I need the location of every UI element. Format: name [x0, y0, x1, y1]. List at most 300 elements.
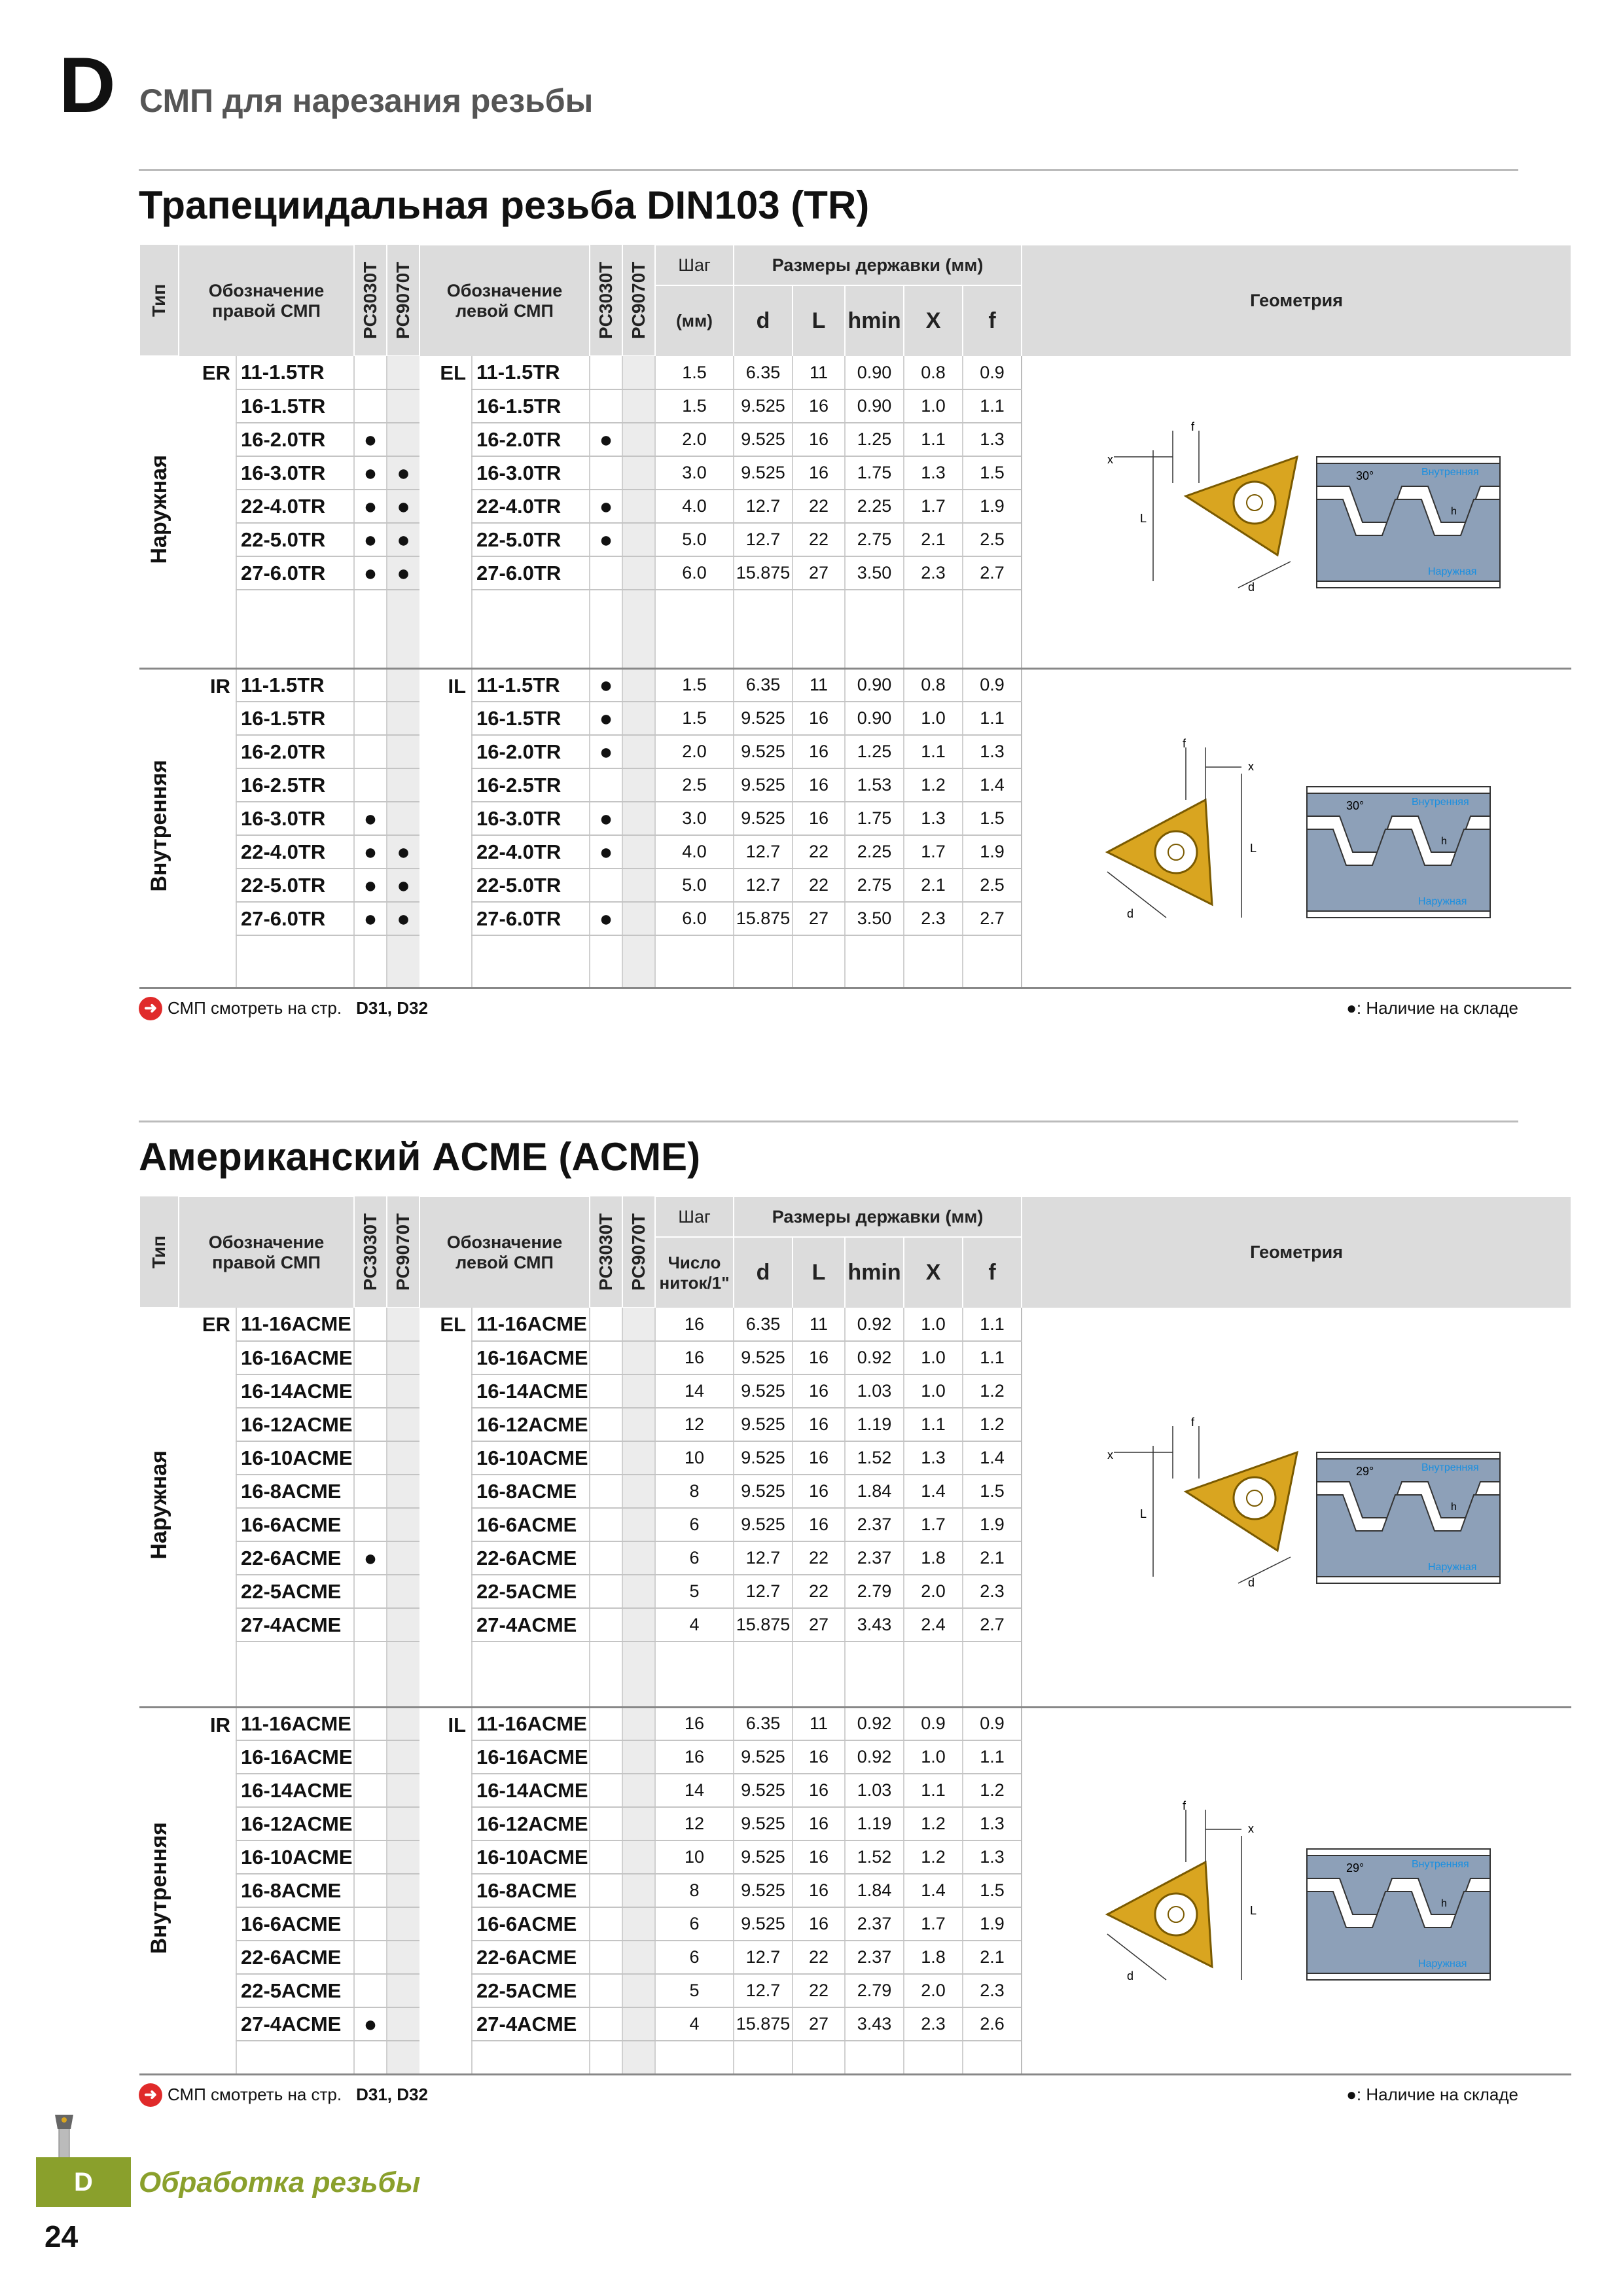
left-insert-code: 27-4ACME [472, 1608, 590, 1641]
stock-pc3030t-left [590, 1941, 622, 1974]
dim-label-L: L [1249, 841, 1257, 855]
dim-l-value: 16 [793, 423, 845, 456]
left-insert-code: 16-14ACME [472, 1774, 590, 1807]
dim-d-value: 15.875 [734, 902, 793, 935]
table-row [139, 1707, 1571, 1740]
col-geometry: Геометрия [1022, 245, 1571, 356]
dim-hmin-value: 2.37 [845, 1508, 904, 1541]
stock-pc9070t: ● [387, 456, 419, 490]
dim-d-value: 15.875 [734, 1608, 793, 1641]
left-prefix: IL [419, 1707, 472, 2074]
dim-f-value: 0.9 [963, 1707, 1022, 1740]
dim-d-value: 12.7 [734, 490, 793, 523]
dim-x-value: 1.0 [904, 702, 963, 735]
stock-pc9070t [387, 1774, 419, 1807]
stock-pc9070t [387, 1840, 419, 1874]
step-value: 6.0 [655, 902, 734, 935]
dim-f-value: 1.3 [963, 735, 1022, 768]
dim-hmin-value: 1.53 [845, 768, 904, 802]
dim-x-value: 2.1 [904, 869, 963, 902]
dim-f-value: 2.7 [963, 556, 1022, 590]
dim-l-value: 16 [793, 802, 845, 835]
dim-hmin-value: 3.50 [845, 902, 904, 935]
dim-f-value: 2.3 [963, 1974, 1022, 2007]
stock-pc3030t-left [590, 1840, 622, 1874]
dim-l-value: 22 [793, 1941, 845, 1974]
thread-profile-diagram [1307, 1849, 1490, 1980]
stock-pc9070t-left [622, 490, 655, 523]
stock-pc9070t [387, 1541, 419, 1575]
thread-profile-diagram [1317, 1452, 1500, 1583]
dim-d-value: 9.525 [734, 1341, 793, 1374]
dim-label-f: f [1182, 1799, 1186, 1812]
stock-pc9070t [387, 1408, 419, 1441]
chapter-letter: D [59, 41, 116, 129]
dim-l-value: 27 [793, 2007, 845, 2041]
dim-l-value: 16 [793, 702, 845, 735]
stock-pc3030t [354, 1707, 387, 1740]
step-value: 5 [655, 1974, 734, 2007]
right-insert-code: 27-6.0TR [236, 902, 354, 935]
dim-hmin-value: 0.90 [845, 702, 904, 735]
dim-d-value: 9.525 [734, 735, 793, 768]
dim-d-value: 6.35 [734, 668, 793, 702]
stock-pc9070t-left [622, 1874, 655, 1907]
dim-label-L: L [1249, 1904, 1257, 1917]
col-geometry: Геометрия [1022, 1196, 1571, 1308]
section-rule [139, 169, 1518, 171]
dim-x-value: 1.4 [904, 1475, 963, 1508]
step-value: 2.0 [655, 423, 734, 456]
col-dim-hmin: hmin [845, 285, 904, 356]
right-insert-code: 22-5.0TR [236, 523, 354, 556]
step-value: 16 [655, 1341, 734, 1374]
dim-f-value: 1.1 [963, 1740, 1022, 1774]
inner-thread-label: Внутренняя [1411, 796, 1469, 808]
right-insert-code: 27-4ACME [236, 1608, 354, 1641]
dim-d-value: 12.7 [734, 1974, 793, 2007]
left-insert-code: 16-3.0TR [472, 456, 590, 490]
stock-pc3030t [354, 1575, 387, 1608]
dim-f-value: 0.9 [963, 668, 1022, 702]
step-value: 8 [655, 1475, 734, 1508]
dim-label-f: f [1190, 420, 1194, 434]
dim-label-d: d [1247, 1575, 1255, 1589]
stock-pc3030t-left [590, 1974, 622, 2007]
insert-drawing [1114, 431, 1297, 588]
arrow-right-icon: ➜ [139, 997, 162, 1020]
stock-pc3030t: ● [354, 556, 387, 590]
stock-pc3030t-left: ● [590, 490, 622, 523]
stock-pc9070t-left [622, 1707, 655, 1740]
step-value: 4 [655, 2007, 734, 2041]
step-value: 12 [655, 1807, 734, 1840]
step-value: 6 [655, 1907, 734, 1941]
right-insert-code: 16-14ACME [236, 1774, 354, 1807]
thread-profile-diagram [1307, 787, 1490, 918]
stock-pc3030t [354, 1374, 387, 1408]
inner-thread-label: Внутренняя [1421, 1462, 1479, 1473]
dim-l-value: 16 [793, 1807, 845, 1840]
right-insert-code: 16-16ACME [236, 1341, 354, 1374]
dim-x-value: 2.3 [904, 902, 963, 935]
right-insert-code: 16-12ACME [236, 1408, 354, 1441]
left-insert-code: 16-8ACME [472, 1874, 590, 1907]
dim-l-value: 22 [793, 835, 845, 869]
step-value: 14 [655, 1774, 734, 1807]
arrow-right-icon: ➜ [139, 2083, 162, 2107]
stock-pc3030t: ● [354, 902, 387, 935]
stock-pc3030t: ● [354, 490, 387, 523]
right-insert-code: 22-6ACME [236, 1941, 354, 1974]
dim-x-value: 1.1 [904, 1408, 963, 1441]
dim-l-value: 16 [793, 768, 845, 802]
left-insert-code: 22-6ACME [472, 1941, 590, 1974]
left-insert-code: 22-5.0TR [472, 523, 590, 556]
stock-pc3030t [354, 1441, 387, 1475]
stock-pc3030t [354, 768, 387, 802]
stock-pc9070t [387, 1941, 419, 1974]
stock-pc9070t-left [622, 1341, 655, 1374]
dim-l-value: 11 [793, 1707, 845, 1740]
left-insert-code: 16-2.5TR [472, 768, 590, 802]
stock-pc3030t [354, 1974, 387, 2007]
geometry-diagram [1022, 356, 1571, 668]
stock-pc3030t-left: ● [590, 835, 622, 869]
page-number: 24 [45, 2219, 79, 2253]
stock-pc3030t-left: ● [590, 902, 622, 935]
right-insert-code: 16-3.0TR [236, 456, 354, 490]
stock-pc3030t [354, 1774, 387, 1807]
step-value: 8 [655, 1874, 734, 1907]
dim-d-value: 9.525 [734, 1374, 793, 1408]
stock-pc3030t [354, 1941, 387, 1974]
stock-pc9070t-left [622, 702, 655, 735]
stock-pc3030t: ● [354, 802, 387, 835]
dim-l-value: 16 [793, 1475, 845, 1508]
dim-d-value: 9.525 [734, 1408, 793, 1441]
step-value: 2.5 [655, 768, 734, 802]
dim-label-L: L [1139, 512, 1147, 526]
stock-pc3030t-left [590, 1807, 622, 1840]
stock-pc9070t-left [622, 2007, 655, 2041]
stock-pc9070t-left [622, 1374, 655, 1408]
stock-pc9070t [387, 802, 419, 835]
flank-angle-label: 29° [1355, 1464, 1374, 1478]
dim-f-value: 2.5 [963, 523, 1022, 556]
col-grade-pc3030t: PC3030T [354, 245, 387, 356]
dim-hmin-value: 3.43 [845, 2007, 904, 2041]
dim-f-value: 1.1 [963, 702, 1022, 735]
left-insert-code: 16-3.0TR [472, 802, 590, 835]
dim-l-value: 22 [793, 1541, 845, 1575]
dim-d-value: 9.525 [734, 1874, 793, 1907]
stock-pc9070t-left [622, 1907, 655, 1941]
left-insert-code: 16-14ACME [472, 1374, 590, 1408]
col-grade-pc3030t-left: PC3030T [590, 1196, 622, 1308]
left-insert-code: 16-12ACME [472, 1807, 590, 1840]
dim-x-value: 1.8 [904, 1541, 963, 1575]
dim-hmin-value: 1.52 [845, 1441, 904, 1475]
dim-l-value: 22 [793, 490, 845, 523]
col-dim-f: f [963, 1237, 1022, 1308]
dim-x-value: 1.3 [904, 802, 963, 835]
right-insert-code: 16-2.0TR [236, 735, 354, 768]
stock-pc9070t [387, 1807, 419, 1840]
thread-profile-diagram [1317, 457, 1500, 588]
stock-pc3030t-left [590, 1374, 622, 1408]
dim-l-value: 16 [793, 1441, 845, 1475]
left-insert-code: 27-4ACME [472, 2007, 590, 2041]
dim-d-value: 12.7 [734, 1575, 793, 1608]
stock-pc3030t [354, 1740, 387, 1774]
dim-x-value: 2.3 [904, 2007, 963, 2041]
dim-hmin-value: 3.43 [845, 1608, 904, 1641]
left-insert-code: 16-2.0TR [472, 735, 590, 768]
dim-hmin-value: 1.25 [845, 423, 904, 456]
dim-x-value: 1.8 [904, 1941, 963, 1974]
stock-pc3030t [354, 668, 387, 702]
step-value: 6 [655, 1941, 734, 1974]
stock-pc9070t-left [622, 1408, 655, 1441]
type-cell: Внутренняя [139, 668, 179, 988]
see-pages-link[interactable]: D31, D32 [356, 998, 428, 1018]
col-type: Тип [139, 245, 179, 356]
stock-pc9070t [387, 1508, 419, 1541]
right-insert-code: 27-6.0TR [236, 556, 354, 590]
dim-label-x: x [1247, 1822, 1254, 1835]
table-row [139, 668, 1571, 702]
right-insert-code: 16-6ACME [236, 1508, 354, 1541]
stock-pc9070t [387, 389, 419, 423]
dim-f-value: 1.3 [963, 423, 1022, 456]
stock-pc3030t: ● [354, 835, 387, 869]
dim-f-value: 1.2 [963, 1374, 1022, 1408]
left-insert-code: 16-16ACME [472, 1740, 590, 1774]
stock-pc3030t: ● [354, 1541, 387, 1575]
stock-pc3030t [354, 735, 387, 768]
dim-f-value: 1.4 [963, 1441, 1022, 1475]
left-insert-code: 22-4.0TR [472, 490, 590, 523]
dim-hmin-value: 0.92 [845, 1341, 904, 1374]
step-value: 4.0 [655, 490, 734, 523]
left-insert-code: 16-10ACME [472, 1840, 590, 1874]
stock-pc3030t-left [590, 768, 622, 802]
see-pages-text: СМП смотреть на стр. [168, 998, 342, 1018]
stock-pc3030t-left [590, 1441, 622, 1475]
dim-d-value: 9.525 [734, 423, 793, 456]
stock-pc3030t-left [590, 1341, 622, 1374]
insert-drawing [1107, 1810, 1241, 1980]
right-prefix: IR [179, 1707, 236, 2074]
dim-hmin-value: 2.37 [845, 1541, 904, 1575]
dim-label-d: d [1126, 906, 1133, 920]
stock-pc9070t [387, 1907, 419, 1941]
stock-pc9070t [387, 1874, 419, 1907]
dim-x-value: 1.0 [904, 389, 963, 423]
dim-d-value: 9.525 [734, 1807, 793, 1840]
stock-pc3030t [354, 1874, 387, 1907]
right-insert-code: 16-2.5TR [236, 768, 354, 802]
left-insert-code: 22-5.0TR [472, 869, 590, 902]
dim-l-value: 16 [793, 1508, 845, 1541]
dim-l-value: 16 [793, 1840, 845, 1874]
dim-d-value: 15.875 [734, 2007, 793, 2041]
stock-pc9070t [387, 1575, 419, 1608]
dim-label-f: f [1190, 1415, 1194, 1429]
insert-table [139, 244, 1572, 989]
dim-f-value: 2.5 [963, 869, 1022, 902]
step-value: 2.0 [655, 735, 734, 768]
right-insert-code: 11-1.5TR [236, 356, 354, 389]
right-insert-code: 16-14ACME [236, 1374, 354, 1408]
step-value: 6 [655, 1541, 734, 1575]
chapter-title: СМП для нарезания резьбы [139, 82, 594, 119]
stock-pc3030t-left [590, 556, 622, 590]
dim-l-value: 11 [793, 668, 845, 702]
dim-d-value: 12.7 [734, 1541, 793, 1575]
dim-d-value: 9.525 [734, 702, 793, 735]
col-left-insert: Обозначение левой СМП [419, 1196, 590, 1308]
col-right-insert: Обозначение правой СМП [179, 245, 354, 356]
stock-pc9070t-left [622, 1541, 655, 1575]
dim-f-value: 1.5 [963, 1874, 1022, 1907]
dim-l-value: 16 [793, 456, 845, 490]
section-title: Американский ACME (ACME) [139, 1135, 701, 1179]
left-prefix: EL [419, 1308, 472, 1707]
left-insert-code: 16-2.0TR [472, 423, 590, 456]
dim-l-value: 16 [793, 1408, 845, 1441]
dim-d-value: 12.7 [734, 523, 793, 556]
stock-pc9070t [387, 1608, 419, 1641]
col-dim-x: X [904, 285, 963, 356]
dim-hmin-value: 0.92 [845, 1707, 904, 1740]
stock-pc3030t-left [590, 389, 622, 423]
stock-pc3030t: ● [354, 423, 387, 456]
section-title: Трапециидальная резьба DIN103 (TR) [139, 183, 870, 227]
stock-pc9070t-left [622, 668, 655, 702]
stock-pc9070t [387, 1308, 419, 1341]
stock-pc3030t [354, 1807, 387, 1840]
section-rule [139, 1121, 1518, 1122]
stock-pc3030t [354, 1308, 387, 1341]
dim-d-value: 15.875 [734, 556, 793, 590]
dim-d-value: 9.525 [734, 768, 793, 802]
step-value: 16 [655, 1707, 734, 1740]
dim-hmin-value: 0.92 [845, 1740, 904, 1774]
insert-drawing [1107, 747, 1241, 918]
stock-pc3030t-left: ● [590, 735, 622, 768]
stock-pc9070t [387, 2007, 419, 2041]
dim-label-L: L [1139, 1507, 1147, 1520]
left-insert-code: 16-16ACME [472, 1341, 590, 1374]
stock-pc3030t-left [590, 1575, 622, 1608]
stock-pc9070t-left [622, 1508, 655, 1541]
stock-pc9070t: ● [387, 835, 419, 869]
dim-l-value: 16 [793, 1907, 845, 1941]
left-insert-code: 16-10ACME [472, 1441, 590, 1475]
stock-pc3030t: ● [354, 523, 387, 556]
stock-pc9070t [387, 356, 419, 389]
right-insert-code: 11-16ACME [236, 1308, 354, 1341]
right-prefix: ER [179, 1308, 236, 1707]
stock-pc9070t-left [622, 356, 655, 389]
stock-pc3030t-left [590, 1707, 622, 1740]
dim-x-value: 1.2 [904, 1807, 963, 1840]
left-prefix: IL [419, 668, 472, 988]
step-value: 4.0 [655, 835, 734, 869]
right-insert-code: 16-3.0TR [236, 802, 354, 835]
stock-pc9070t-left [622, 1608, 655, 1641]
col-grade-pc9070t: PC9070T [387, 1196, 419, 1308]
stock-pc9070t-left [622, 1740, 655, 1774]
dim-hmin-value: 0.92 [845, 1308, 904, 1341]
right-insert-code: 22-5.0TR [236, 869, 354, 902]
col-holder-dims: Размеры державки (мм) [734, 245, 1022, 285]
dim-x-value: 1.0 [904, 1308, 963, 1341]
step-value: 4 [655, 1608, 734, 1641]
left-insert-code: 22-5ACME [472, 1575, 590, 1608]
left-insert-code: 16-8ACME [472, 1475, 590, 1508]
dim-hmin-value: 2.75 [845, 869, 904, 902]
dim-d-value: 9.525 [734, 456, 793, 490]
dim-label-x: x [1247, 759, 1254, 773]
stock-pc3030t [354, 1608, 387, 1641]
stock-pc3030t-left: ● [590, 523, 622, 556]
step-value: 6 [655, 1508, 734, 1541]
dim-l-value: 22 [793, 523, 845, 556]
col-step-unit: Число ниток/1" [655, 1237, 734, 1308]
stock-pc3030t-left [590, 1774, 622, 1807]
table-note [139, 2083, 1518, 2107]
dim-f-value: 1.5 [963, 456, 1022, 490]
stock-pc3030t-left [590, 2007, 622, 2041]
dim-d-value: 9.525 [734, 1907, 793, 1941]
dim-f-value: 1.3 [963, 1807, 1022, 1840]
geometry-diagram [1022, 668, 1571, 988]
stock-pc9070t: ● [387, 490, 419, 523]
dim-f-value: 1.1 [963, 1341, 1022, 1374]
dim-l-value: 16 [793, 1374, 845, 1408]
stock-pc3030t [354, 356, 387, 389]
dim-x-value: 1.3 [904, 456, 963, 490]
dim-hmin-value: 0.90 [845, 356, 904, 389]
stock-pc9070t-left [622, 523, 655, 556]
stock-pc3030t-left [590, 356, 622, 389]
dim-label-h: h [1440, 835, 1447, 847]
see-pages-link[interactable]: D31, D32 [356, 2085, 428, 2104]
stock-pc3030t-left: ● [590, 802, 622, 835]
col-dim-d: d [734, 1237, 793, 1308]
section-acme [139, 1121, 1518, 2107]
dim-f-value: 2.3 [963, 1575, 1022, 1608]
right-insert-code: 16-12ACME [236, 1807, 354, 1840]
step-value: 5.0 [655, 869, 734, 902]
right-insert-code: 22-4.0TR [236, 490, 354, 523]
stock-pc9070t-left [622, 735, 655, 768]
step-value: 1.5 [655, 389, 734, 423]
left-insert-code: 11-16ACME [472, 1308, 590, 1341]
section-trapezoidal [139, 169, 1518, 1020]
stock-pc3030t-left [590, 1508, 622, 1541]
footer-title: Обработка резьбы [139, 2166, 421, 2198]
dim-x-value: 0.9 [904, 1707, 963, 1740]
dim-f-value: 2.1 [963, 1941, 1022, 1974]
dim-hmin-value: 1.03 [845, 1774, 904, 1807]
dim-x-value: 1.1 [904, 1774, 963, 1807]
inner-thread-label: Внутренняя [1421, 467, 1479, 478]
flank-angle-label: 30° [1346, 798, 1364, 812]
